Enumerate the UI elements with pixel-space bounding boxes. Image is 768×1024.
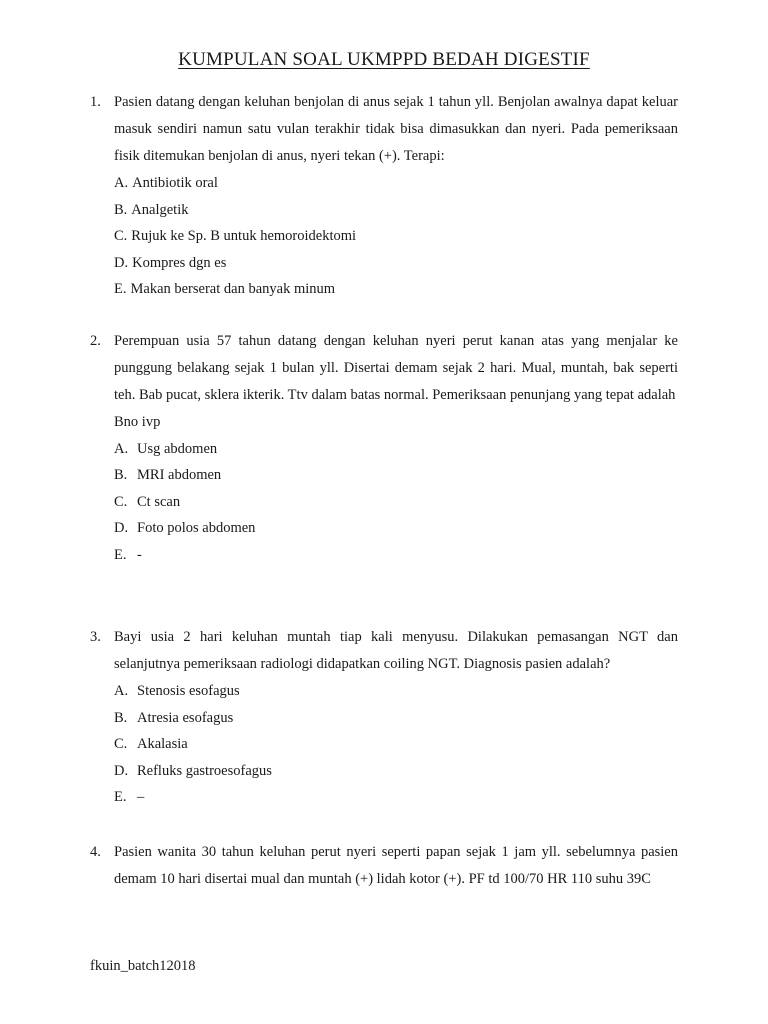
option-letter: B. — [114, 201, 128, 218]
page-footer: fkuin_batch12018 — [90, 958, 196, 974]
option-e — [114, 542, 678, 569]
question-text: Pasien wanita 30 tahun keluhan perut nyeri seperti papan sejak 1 jam yll. sebelumnya pasien demam 10 hari disertai mual dan muntah (+) lidah kotor (+). PF td 100/70 HR 110 suhu 39C — [114, 844, 678, 887]
option-letter: D. — [114, 520, 129, 536]
question-number: 2. — [90, 333, 101, 349]
option-text: Analgetik — [131, 201, 189, 218]
option-text: Foto polos abdomen — [137, 520, 256, 536]
question-1 — [90, 89, 678, 303]
option-text: Makan berserat dan banyak minum — [130, 281, 336, 297]
option-letter: C. — [114, 228, 128, 244]
option-text: Rujuk ke Sp. B untuk hemoroidektomi — [131, 228, 357, 244]
option-text: Usg abdomen — [137, 440, 218, 457]
option-c — [114, 489, 678, 516]
option-text: Stenosis esofagus — [137, 683, 240, 699]
question-3 — [90, 624, 678, 811]
page-title: KUMPULAN SOAL UKMPPD BEDAH DIGESTIF — [178, 49, 590, 70]
option-b — [114, 705, 678, 732]
option-d — [114, 758, 678, 785]
option-letter: E. — [114, 546, 127, 563]
option-letter: E. — [114, 789, 127, 805]
question-text: Pasien datang dengan keluhan benjolan di anus sejak 1 tahun yll. Benjolan awalnya dapat keluar masuk sendiri namun satu vulan terakhir tidak bisa dimasukkan dan nyeri. Pada pemeriksaan fisik ditemukan benjolan di anus, nyeri tekan (+). Terapi: — [114, 94, 678, 164]
option-text: Kompres dgn es — [132, 254, 227, 271]
option-text: MRI abdomen — [137, 467, 222, 483]
option-text: – — [137, 789, 145, 805]
option-text: Ct scan — [137, 493, 181, 510]
question-number: 3. — [90, 629, 101, 645]
option-letter: A. — [114, 440, 129, 457]
question-2 — [90, 328, 678, 568]
option-e — [114, 276, 678, 303]
option-letter: C. — [114, 736, 128, 752]
option-letter: D. — [114, 254, 129, 271]
question-extra-note: Bno ivp — [114, 414, 161, 430]
option-letter: B. — [114, 709, 128, 726]
option-d — [114, 250, 678, 277]
option-a — [114, 436, 678, 463]
option-text: Akalasia — [137, 736, 188, 752]
option-c — [114, 223, 678, 250]
question-4 — [90, 839, 678, 893]
option-letter: B. — [114, 467, 128, 483]
option-letter: C. — [114, 493, 128, 510]
option-letter: A. — [114, 175, 129, 191]
question-text: Bayi usia 2 hari keluhan muntah tiap kali menyusu. Dilakukan pemasangan NGT dan selanjutnya pemeriksaan radiologi didapatkan coiling NGT. Diagnosis pasien adalah? — [114, 629, 678, 672]
option-e — [114, 784, 678, 811]
question-text: Perempuan usia 57 tahun datang dengan keluhan nyeri perut kanan atas yang menjalar ke punggung belakang sejak 1 bulan yll. Disertai demam sejak 2 hari. Mual, muntah, bak seperti teh. Bab pucat, sklera ikterik. Ttv dalam batas normal. Pemeriksaan penunjang yang tepat adalah — [114, 333, 678, 403]
option-c — [114, 731, 678, 758]
question-number: 1. — [90, 94, 101, 110]
option-a — [114, 678, 678, 705]
option-text: Antibiotik oral — [132, 175, 218, 191]
option-b — [114, 462, 678, 489]
option-text: - — [137, 546, 142, 563]
option-text: Atresia esofagus — [137, 709, 234, 726]
option-a — [114, 170, 678, 197]
option-letter: D. — [114, 762, 129, 779]
question-number: 4. — [90, 844, 101, 860]
option-b — [114, 197, 678, 224]
option-d — [114, 515, 678, 542]
option-letter: A. — [114, 683, 129, 699]
option-text: Refluks gastroesofagus — [137, 762, 272, 779]
option-letter: E. — [114, 281, 127, 297]
